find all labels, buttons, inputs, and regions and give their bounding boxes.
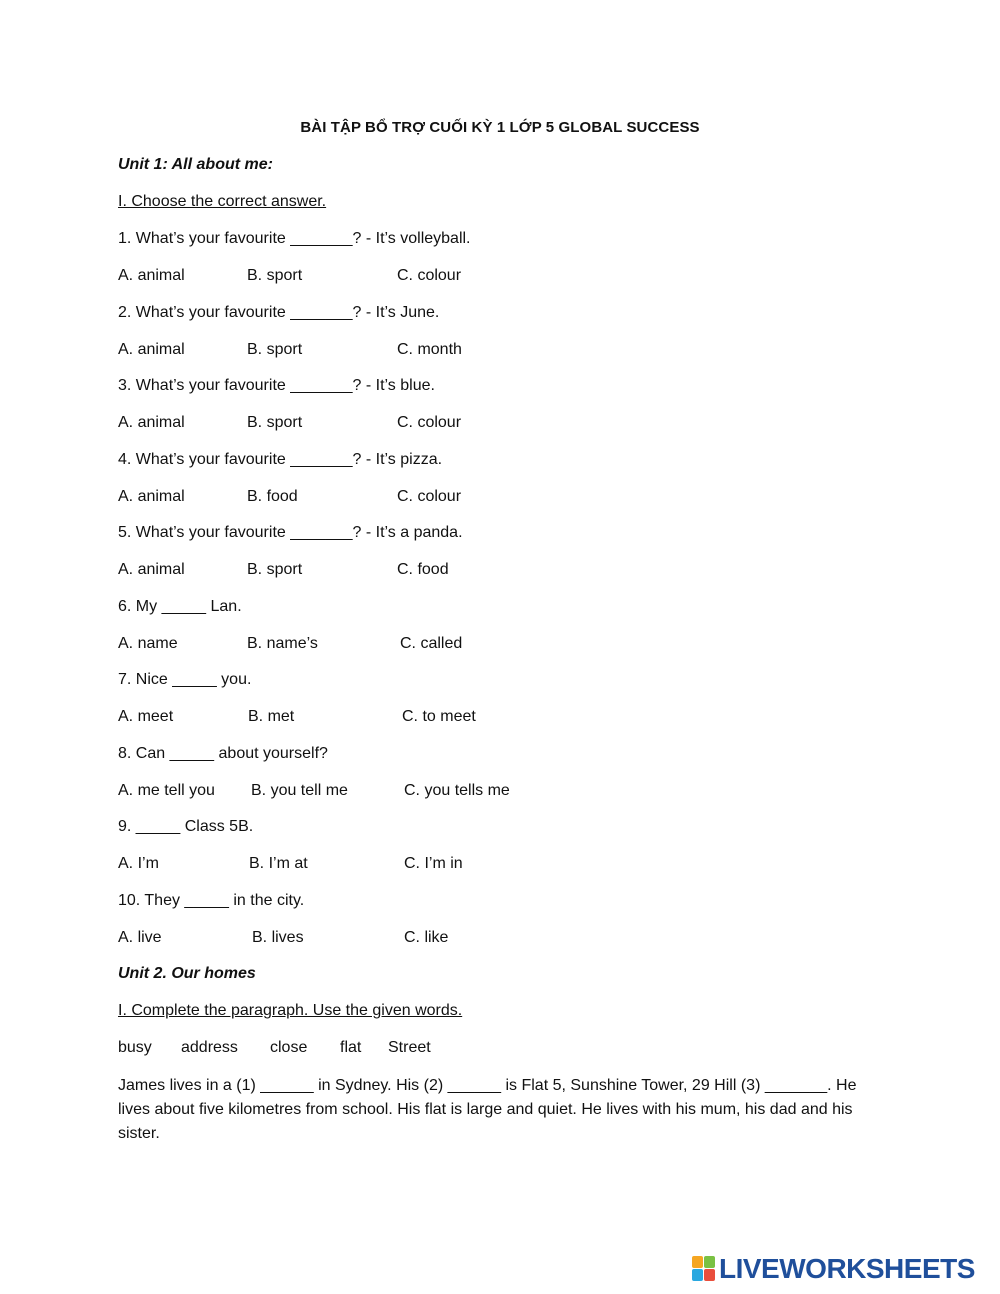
answer-options <box>118 413 878 433</box>
option-c[interactable]: C. colour <box>397 414 462 431</box>
answer-options <box>118 340 878 360</box>
option-a[interactable]: A. live <box>118 929 162 946</box>
paragraph-text: James lives in a (1) ______ in Sydney. His (2) ______ is Flat 5, Sunshine Tower, 29 Hill (3) _______. He lives about five kilometres from school. His flat is large and quiet. He lives with his mum, his dad and his sister. <box>118 1077 857 1142</box>
option-b[interactable]: B. lives <box>252 929 304 946</box>
option-a[interactable]: A. me tell you <box>118 782 215 799</box>
unit2-heading: Unit 2. Our homes <box>118 965 256 982</box>
option-b[interactable]: B. sport <box>247 341 303 358</box>
question-text: 4. What’s your favourite _______? - It’s pizza. <box>118 451 443 468</box>
word-bank <box>118 1038 431 1058</box>
logo-mark-tile <box>704 1269 715 1281</box>
unit2-section-title: I. Complete the paragraph. Use the given words. <box>118 1002 463 1019</box>
word-bank-item: address <box>181 1039 238 1056</box>
option-a[interactable]: A. animal <box>118 341 185 358</box>
question-text: 7. Nice _____ you. <box>118 671 252 688</box>
liveworksheets-logo <box>692 1254 975 1284</box>
option-b[interactable]: B. sport <box>247 414 303 431</box>
option-c[interactable]: C. colour <box>397 488 462 505</box>
answer-options <box>118 928 878 948</box>
question-text: 6. My _____ Lan. <box>118 598 242 615</box>
option-c[interactable]: C. called <box>400 635 463 652</box>
option-b[interactable]: B. food <box>247 488 298 505</box>
question-text: 3. What’s your favourite _______? - It’s blue. <box>118 377 435 394</box>
word-bank-item: flat <box>340 1039 362 1056</box>
answer-options <box>118 266 878 286</box>
option-c[interactable]: C. I’m in <box>404 855 463 872</box>
question-text: 5. What’s your favourite _______? - It’s a panda. <box>118 524 463 541</box>
option-a[interactable]: A. animal <box>118 414 185 431</box>
unit1-section-title: I. Choose the correct answer. <box>118 193 327 210</box>
answer-options <box>118 634 878 654</box>
answer-options <box>118 487 878 507</box>
logo-mark-tile <box>704 1256 715 1268</box>
question-text: 9. _____ Class 5B. <box>118 818 254 835</box>
option-c[interactable]: C. month <box>397 341 462 358</box>
option-b[interactable]: B. sport <box>247 267 303 284</box>
word-bank-item: busy <box>118 1039 152 1056</box>
logo-mark-tile <box>692 1256 703 1268</box>
option-c[interactable]: C. colour <box>397 267 462 284</box>
option-a[interactable]: A. I’m <box>118 855 159 872</box>
option-a[interactable]: A. animal <box>118 488 185 505</box>
answer-options <box>118 560 878 580</box>
option-c[interactable]: C. food <box>397 561 449 578</box>
question-text: 10. They _____ in the city. <box>118 892 305 909</box>
logo-text: LIVEWORKSHEETS <box>719 1253 975 1284</box>
option-c[interactable]: C. to meet <box>402 708 476 725</box>
question-text: 2. What’s your favourite _______? - It’s June. <box>118 304 440 321</box>
logo-mark-tile <box>692 1269 703 1281</box>
answer-options <box>118 781 878 801</box>
question-text: 8. Can _____ about yourself? <box>118 745 328 762</box>
answer-options <box>118 854 878 874</box>
option-b[interactable]: B. you tell me <box>251 782 348 799</box>
question-text: 1. What’s your favourite _______? - It’s volleyball. <box>118 230 471 247</box>
option-b[interactable]: B. I’m at <box>249 855 308 872</box>
option-a[interactable]: A. meet <box>118 708 174 725</box>
option-c[interactable]: C. you tells me <box>404 782 510 799</box>
answer-options <box>118 707 878 727</box>
word-bank-item: Street <box>388 1039 431 1056</box>
option-a[interactable]: A. animal <box>118 561 185 578</box>
page-title: BÀI TẬP BỔ TRỢ CUỐI KỲ 1 LỚP 5 GLOBAL SUCCESS <box>300 119 700 136</box>
option-b[interactable]: B. sport <box>247 561 303 578</box>
option-c[interactable]: C. like <box>404 929 449 946</box>
option-b[interactable]: B. met <box>248 708 295 725</box>
unit1-heading: Unit 1: All about me: <box>118 156 273 173</box>
logo-mark-icon <box>692 1256 716 1282</box>
word-bank-item: close <box>270 1039 308 1056</box>
option-b[interactable]: B. name’s <box>247 635 318 652</box>
option-a[interactable]: A. name <box>118 635 178 652</box>
option-a[interactable]: A. animal <box>118 267 185 284</box>
